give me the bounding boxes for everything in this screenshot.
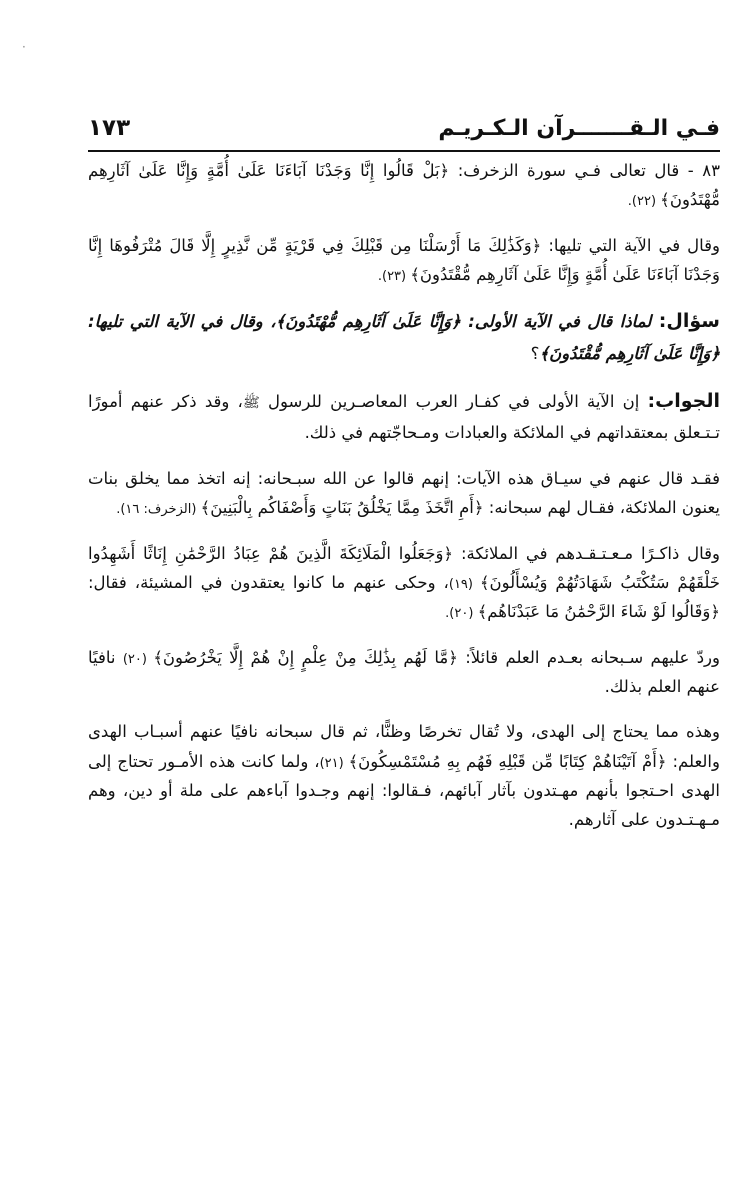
verse-citation: (الزخرف: ١٦). (116, 502, 201, 518)
quran-quote: ﴿مَّا لَهُم بِذَٰلِكَ مِنْ عِلْمٍ إِنْ هُمْ إِلَّا يَخْرُصُونَ﴾ (153, 647, 458, 667)
quran-quote: ﴿وَقَالُوا لَوْ شَاءَ الرَّحْمَٰنُ مَا عَبَدْنَاهُم﴾ (477, 602, 720, 622)
verse-number: (٢٢). (627, 194, 661, 210)
paragraph-next-verse (88, 231, 720, 290)
page-header (88, 108, 720, 148)
para-text: إن الآية الأولى في كفـار العرب المعاصـرين للرسول (259, 391, 648, 411)
question-mark: ؟ (530, 344, 540, 364)
answer-paragraph (88, 385, 720, 448)
book-page (88, 108, 720, 1108)
quran-quote: ﴿وَجَعَلُوا الْمَلَائِكَةَ الَّذِينَ هُمْ عِبَادُ الرَّحْمَٰنِ إِنَاثًا أَشَهِدُوا خَلْقَهُمْ سَتُكْتَبُ شَهَادَتُهُمْ وَيُسْأَلُونَ﴾ (88, 543, 720, 592)
paragraph-guidance (88, 717, 720, 834)
para-text: وردّ عليهم سـبحانه بعـدم العلم قائلاً: (457, 647, 720, 667)
para-text: وقال ذاكـرًا مـعـتـقـدهم في الملائكة: (453, 543, 720, 563)
quran-quote: ﴿وَإِنَّا عَلَىٰ آثَارِهِم مُّقْتَدُونَ﴾ (539, 344, 720, 364)
para-text: ، وقد ذكر عنهم أمورًا تـتـعلق بمعتقداتهم في الملائكة والعبادات ومـحاجّتهم في ذلك. (88, 391, 720, 443)
verse-number: (٢٠) (122, 651, 154, 667)
question-paragraph (88, 305, 720, 368)
quran-quote: ﴿وَإِنَّا عَلَىٰ آثَارِهِم مُّهْتَدُونَ﴾ (275, 312, 461, 332)
para-text: ٨٣ - قال تعالى فـي سورة الزخرف: (449, 161, 720, 180)
paragraph-daughters (88, 464, 720, 523)
verse-number: (٢١) (319, 755, 349, 771)
question-label: سؤال: (658, 310, 720, 333)
verse-number: (١٩) (448, 576, 480, 592)
para-text: ، ولما كانت هذه الأمـور تحتاج إلى الهدى احـتجوا بأنهم مهـتدون بآثار آبائهم، فـقالوا: إنهم وجـدوا آباءهم على ملة أو دين، وهم مـهـتـدون على آثارهم. (88, 751, 720, 830)
margin-mark: · (22, 40, 26, 54)
page-body (88, 156, 720, 835)
para-text: نافيًا عنهم العلم بذلك. (88, 647, 720, 696)
paragraph-83 (88, 156, 720, 215)
question-text: لماذا قال في الآية الأولى: (460, 312, 659, 332)
verse-number: (٢٠). (445, 606, 478, 622)
para-text: فقـد قال عنهم في سيـاق هذه الآيات: إنهم قالوا عن الله سبـحانه: إنه اتخذ مما يخلق بنات يعنون الملائكة، فقـال لهم سبحانه: (88, 468, 720, 518)
quran-quote: ﴿وَكَذَٰلِكَ مَا أَرْسَلْنَا مِن قَبْلِكَ فِي قَرْيَةٍ مِّن نَّذِيرٍ إِلَّا قَالَ مُتْرَفُوهَا إِنَّا وَجَدْنَا آبَاءَنَا عَلَىٰ أُمَّةٍ وَإِنَّا عَلَىٰ آثَارِهِم مُّقْتَدُونَ﴾ (88, 235, 720, 285)
quran-quote: ﴿أَمِ اتَّخَذَ مِمَّا يَخْلُقُ بَنَاتٍ وَأَصْفَاكُم بِالْبَنِينَ﴾ (200, 498, 484, 518)
para-text: ، وحكى عنهم ما كانوا يعتقدون في المشيئة، فقال: (88, 572, 449, 592)
verse-number: (٢٣). (377, 269, 411, 285)
paragraph-refutation (88, 643, 720, 702)
question-text: ، وقال في الآية التي تليها: (88, 312, 276, 332)
page-number: ١٧٣ (88, 115, 131, 141)
quran-quote: ﴿أَمْ آتَيْنَاهُمْ كِتَابًا مِّن قَبْلِهِ فَهُم بِهِ مُسْتَمْسِكُونَ﴾ (348, 751, 667, 771)
salutation-glyph: ﷺ (242, 394, 260, 411)
paragraph-angels (88, 539, 720, 627)
para-text: وهذه مما يحتاج إلى الهدى، ولا تُقال تخرصًا وظنًّا، ثم قال سبحانه نافيًا عنهم أسبـاب الهدى والعلم: (88, 722, 720, 771)
quran-quote: ﴿بَلْ قَالُوا إِنَّا وَجَدْنَا آبَاءَنَا عَلَىٰ أُمَّةٍ وَإِنَّا عَلَىٰ آثَارِهِم مُّهْتَدُونَ﴾ (88, 161, 720, 210)
answer-label: الجواب: (647, 389, 720, 412)
header-rule (88, 150, 720, 152)
para-text: وقال في الآية التي تليها: (541, 235, 720, 255)
running-title: فـي الـقـــــــرآن الـكـريـم (438, 115, 720, 141)
